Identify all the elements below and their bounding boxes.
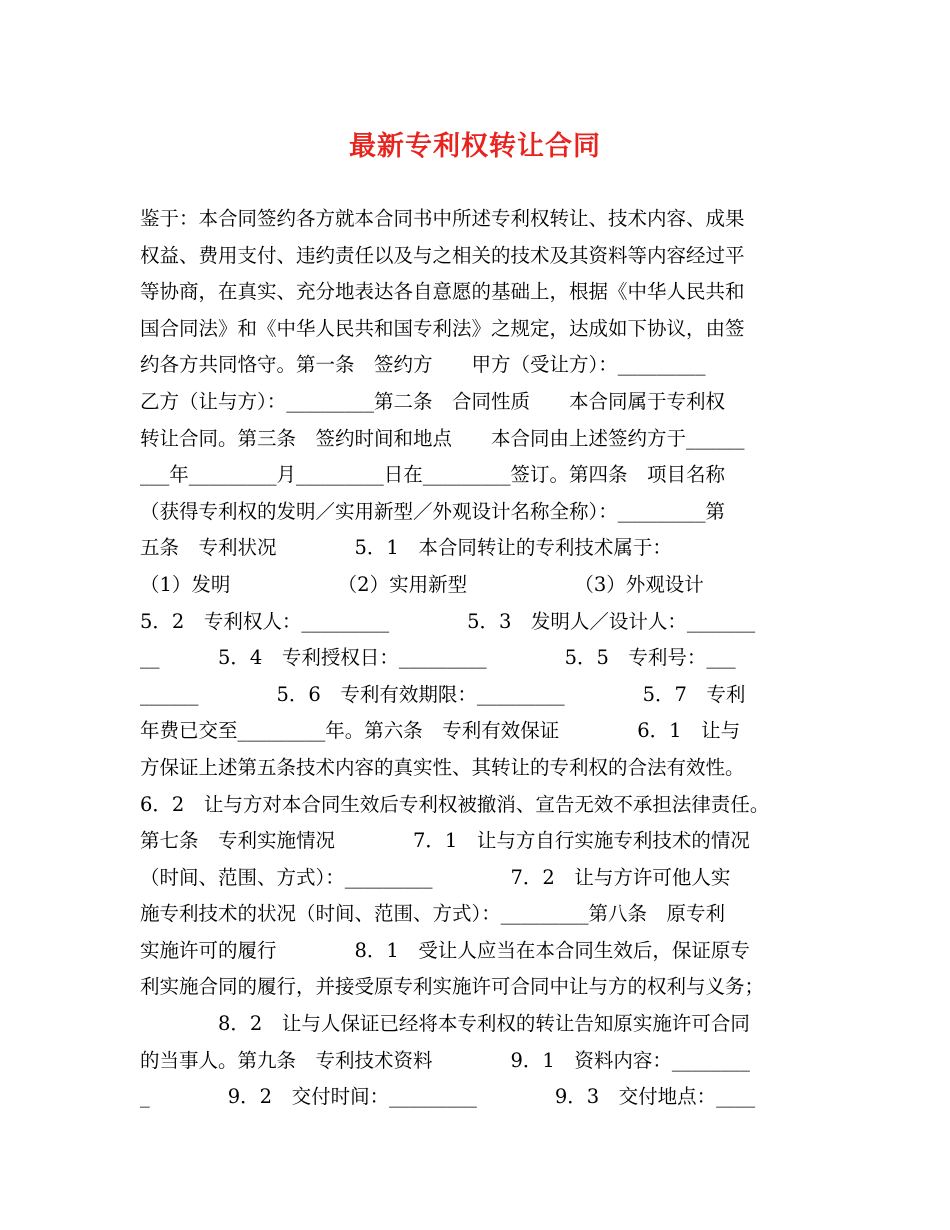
document-title: 最新专利权转让合同 <box>349 131 601 162</box>
body-line: 五条 专利状况 5．1 本合同转让的专利技术属于： <box>140 536 672 560</box>
body-line: 6．2 让与方对本合同生效后专利权被撤消、宣告无效不承担法律责任。 <box>140 792 770 816</box>
body-line: 约各方共同恪守。第一条 签约方 甲方（受让方）：_________ <box>140 353 706 377</box>
body-line: _ 9．2 交付时间：_________ 9．3 交付地点：____ <box>140 1085 756 1109</box>
body-line: __ 5．4 专利授权日：_________ 5．5 专利号：___ <box>140 646 736 670</box>
body-line: 方保证上述第五条技术内容的真实性、其转让的专利权的合法有效性。 <box>140 755 745 779</box>
body-line: ______ 5．6 专利有效期限：_________ 5．7 专利 <box>140 682 746 706</box>
body-line: 5．2 专利权人：_________ 5．3 发明人／设计人：_______ <box>140 609 756 633</box>
body-line: 的当事人。第九条 专利技术资料 9．1 资料内容：________ <box>140 1048 750 1072</box>
contract-body <box>140 201 820 1116</box>
body-line: ___年_________月_________日在_________签订。第四条 项目名称 <box>140 463 726 487</box>
body-line: 权益、费用支付、违约责任以及与之相关的技术及其资料等内容经过平 <box>140 243 745 267</box>
body-line: 国合同法》和《中华人民共和国专利法》之规定，达成如下协议，由签 <box>140 316 745 340</box>
body-line: （获得专利权的发明／实用新型／外观设计名称全称）：_________第 <box>140 499 726 523</box>
body-line: （时间、范围、方式）：_________ 7．2 让与方许可他人实 <box>140 865 731 889</box>
body-line: 乙方（让与方）：_________第二条 合同性质 本合同属于专利权 <box>140 389 726 413</box>
body-line: 鉴于：本合同签约各方就本合同书中所述专利权转让、技术内容、成果 <box>140 207 745 230</box>
body-line: 转让合同。第三条 签约时间和地点 本合同由上述签约方于______ <box>140 426 745 450</box>
body-line: 第七条 专利实施情况 7．1 让与方自行实施专利技术的情况 <box>140 829 750 853</box>
body-line: 8．2 让与人保证已经将本专利权的转让告知原实施许可合同 <box>140 1012 750 1036</box>
body-line: （1）发明 （2）实用新型 （3）外观设计 <box>140 572 704 596</box>
body-line: 实施许可的履行 8．1 受让人应当在本合同生效后，保证原专 <box>140 938 750 962</box>
body-line: 利实施合同的履行，并接受原专利实施许可合同中让与方的权利与义务； <box>140 975 765 999</box>
body-line: 等协商，在真实、充分地表达各自意愿的基础上，根据《中华人民共和 <box>140 280 745 304</box>
body-line: 施专利技术的状况（时间、范围、方式）：_________第八条 原专利 <box>140 902 726 926</box>
body-line: 年费已交至_________年。第六条 专利有效保证 6．1 让与 <box>140 719 741 743</box>
